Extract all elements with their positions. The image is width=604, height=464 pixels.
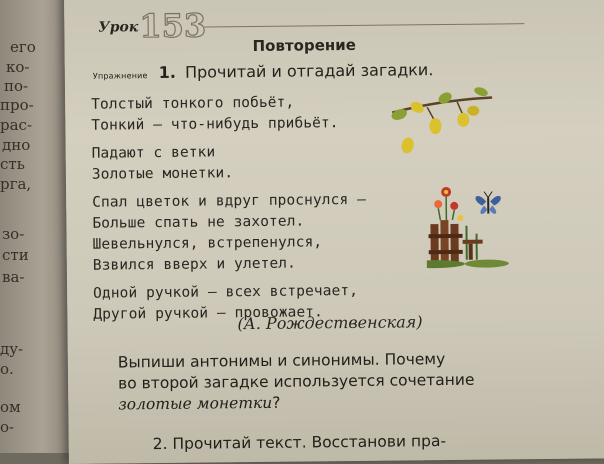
left-fragment: ом <box>0 398 21 416</box>
left-fragment: рга, <box>0 175 32 193</box>
left-fragment: про- <box>0 96 34 114</box>
flowers-and-butterfly-illustration <box>426 183 512 269</box>
header-rule <box>204 23 524 27</box>
riddle-3-line-3: Шевельнулся, встрепенулся, <box>92 234 323 253</box>
riddle-2-line-2: Золотые монетки. <box>91 165 234 183</box>
riddle-4-line-2: Другой ручкой — провожает. <box>93 304 324 323</box>
riddle-3-line-1: Спал цветок и вдруг проснулся — <box>92 191 366 211</box>
exercise-label: Упражнение <box>92 71 148 81</box>
exercise-number: 1. <box>158 62 177 83</box>
riddle-4-line-1: Одной ручкой — всех встречает, <box>93 282 359 302</box>
author-credit: (А. Рождественская) <box>237 312 423 334</box>
riddle-3-line-4: Взвился вверх и улетел. <box>92 255 297 274</box>
left-fragment: ко- <box>6 58 30 76</box>
question-mark: ? <box>272 393 281 412</box>
task-line-2: во второй загадке используется сочетание <box>117 370 475 393</box>
textbook-page <box>64 0 604 464</box>
left-fragment: по- <box>4 77 29 95</box>
task-line-3 <box>118 394 280 414</box>
next-exercise-number: 2. <box>152 434 168 454</box>
exercise-heading <box>93 60 434 83</box>
next-exercise <box>153 432 446 453</box>
next-exercise-text: Прочитай текст. Восстанови пра- <box>172 432 447 453</box>
left-fragment: ду- <box>0 340 24 358</box>
left-fragment: дно <box>2 136 31 154</box>
left-fragment: его <box>10 38 36 56</box>
section-title: Повторение <box>252 35 356 56</box>
lesson-number: 153 <box>139 6 207 46</box>
branch-with-leaves-illustration <box>387 79 498 155</box>
riddle-2-line-1: Падают с ветки <box>91 144 216 162</box>
riddle-1-line-1: Толстый тонкого побьёт, <box>91 94 295 113</box>
task-line-1: Выпиши антонимы и синонимы. Почему <box>117 350 446 372</box>
left-fragment: зо- <box>2 225 25 243</box>
lesson-word: Урок <box>98 19 139 36</box>
riddle-3-line-2: Больше спать не захотел. <box>92 213 305 232</box>
left-fragment: сть <box>0 155 25 173</box>
left-fragment: ва- <box>2 268 25 286</box>
exercise-instruction: Прочитай и отгадай загадки. <box>184 60 434 82</box>
italic-phrase: золотые монетки <box>118 393 273 414</box>
left-page-edge <box>0 0 70 453</box>
left-fragment: о- <box>0 418 15 436</box>
riddle-1-line-2: Тонкий — что-нибудь прибьёт. <box>91 115 339 134</box>
left-fragment: о. <box>0 360 14 378</box>
lesson-header <box>84 0 505 54</box>
left-fragment: сти <box>2 246 29 264</box>
left-fragment: рас- <box>0 116 33 134</box>
